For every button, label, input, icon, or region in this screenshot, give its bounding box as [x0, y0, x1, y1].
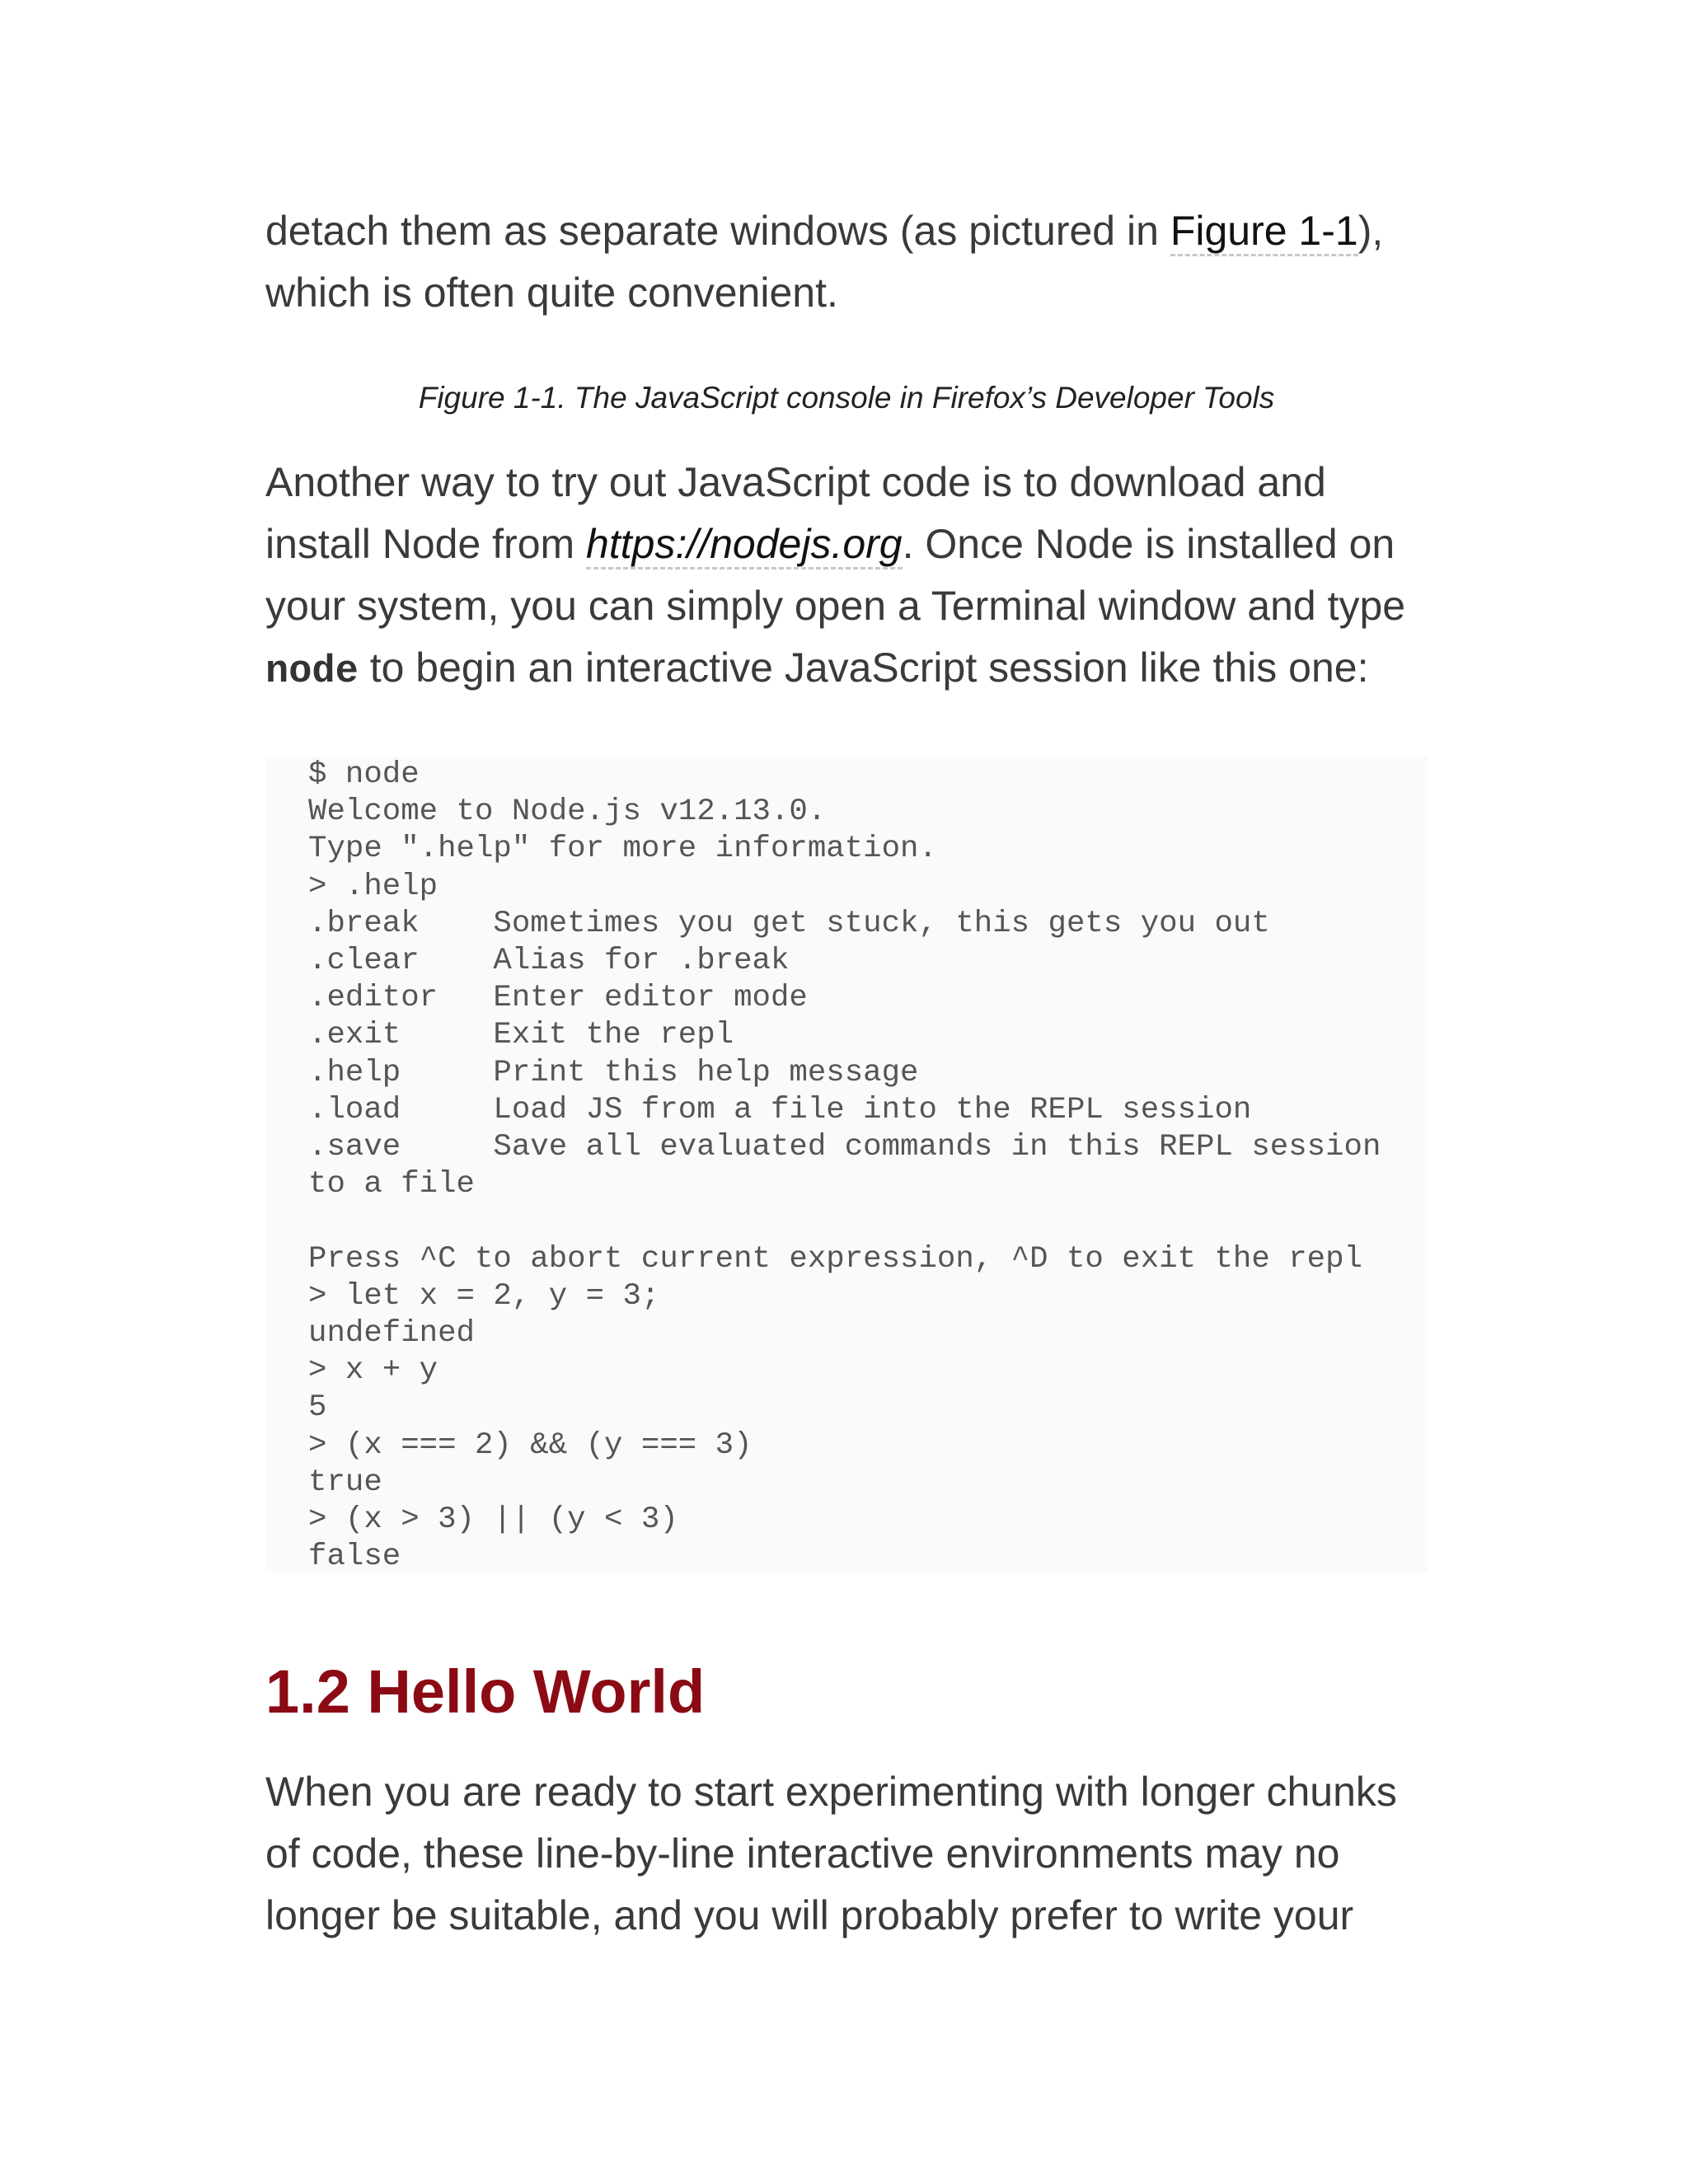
code-line: > let x = 2, y = 3;: [308, 1278, 660, 1314]
code-line: .load Load JS from a file into the REPL session: [308, 1092, 1252, 1127]
code-line: to a file: [308, 1167, 475, 1202]
paragraph-text: . Once Node is installed on your system, you can simply open a Terminal window and type: [265, 521, 1406, 629]
code-line: .exit Exit the repl: [308, 1018, 734, 1053]
code-line: .clear Alias for .break: [308, 944, 790, 979]
code-line: $ node: [308, 757, 420, 792]
code-line: 5: [308, 1390, 327, 1426]
code-listing: [308, 757, 1428, 1576]
code-line: > (x > 3) || (y < 3): [308, 1502, 678, 1538]
code-line: > x + y: [308, 1353, 438, 1389]
code-line: true: [308, 1465, 382, 1500]
figure-caption: Figure 1-1. The JavaScript console in Firefox’s Developer Tools: [418, 381, 1275, 415]
paragraph-text: detach them as separate windows (as pictured in: [265, 208, 1170, 254]
code-line: > (x === 2) && (y === 3): [308, 1427, 753, 1463]
paragraph-node: [265, 452, 1436, 703]
paragraph-hello-world: When you are ready to start experimenting with longer chunks of code, these line-by-line interactive environments may no longer be suitable, and you will probably prefer to write your: [265, 1769, 1397, 1938]
code-line: Welcome to Node.js v12.13.0.: [308, 794, 827, 830]
code-line: .help Print this help message: [308, 1055, 919, 1090]
code-line: .editor Enter editor mode: [308, 981, 808, 1016]
paragraph-text: Another way to try out JavaScript code is to download and install Node from: [265, 459, 1326, 567]
nodejs-link[interactable]: https://nodejs.org: [586, 521, 903, 569]
paragraph-intro: [265, 200, 1436, 324]
figure-link[interactable]: Figure 1-1: [1170, 208, 1358, 256]
code-line: Press ^C to abort current expression, ^D to exit the repl: [308, 1241, 1362, 1277]
paragraph-text: to begin an interactive JavaScript session like this one:: [358, 644, 1369, 691]
code-line: .save Save all evaluated commands in this REPL session: [308, 1130, 1381, 1165]
section-heading: 1.2 Hello World: [265, 1657, 706, 1726]
code-block: [265, 757, 1428, 1575]
code-line: .break Sometimes you get stuck, this gets you out: [308, 906, 1270, 941]
paragraph-text: ), which is often quite convenient.: [265, 208, 1384, 316]
inline-code-node: node: [265, 650, 359, 694]
code-line: Type ".help" for more information.: [308, 832, 937, 867]
code-line: > .help: [308, 869, 438, 904]
code-line: undefined: [308, 1316, 475, 1352]
code-line: false: [308, 1540, 401, 1575]
